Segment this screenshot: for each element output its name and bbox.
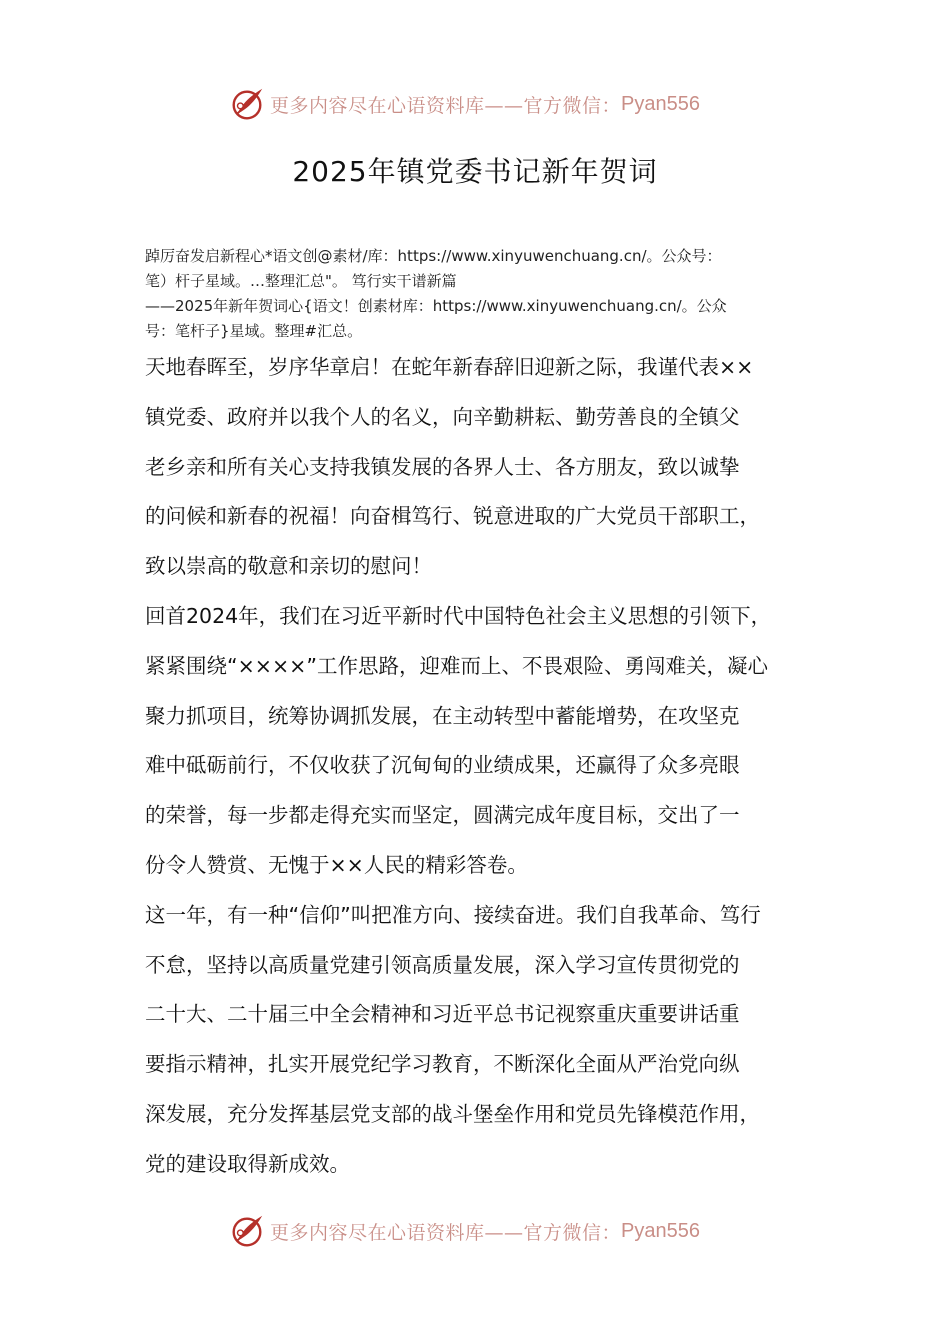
document-title: 2025年镇党委书记新年贺词 [292,155,658,188]
body-line: 紧紧围绕“××××”工作思路，迎难而上、不畏艰险、勇闯难关，凝心 [145,653,768,678]
body-line: 致以崇高的敬意和亲切的慰问！ [145,554,432,579]
body-line: 要指示精神，扎实开展党纪学习教育，不断深化全面从严治党向纵 [145,1052,740,1077]
body-line: 这一年，有一种“信仰”叫把准方向、接续奋进。我们自我革命、笃行 [145,902,761,927]
document-body [145,343,817,1190]
body-line: 镇党委、政府并以我个人的名义，向辛勤耕耘、勤劳善良的全镇父 [145,404,740,429]
body-line: 党的建设取得新成效。 [145,1151,350,1176]
body-line: 老乡亲和所有关心支持我镇发展的各界人士、各方朋友，致以诚挚 [145,454,740,479]
body-line: 聚力抓项目，统筹协调抓发展，在主动转型中蓄能增势，在攻坚克 [145,703,740,728]
meta-line: 踔厉奋发启新程心*语文创@素材/库：https://www.xinyuwenchuang.cn/。公众号： [145,247,722,265]
header-banner [228,84,700,124]
quill-logo-icon [228,85,266,123]
body-line: 份令人赞赏、无愧于××人民的精彩答卷。 [145,852,528,877]
paragraph-party-building [145,891,817,1190]
meta-line: ——2025年新年贺词心{语文！创素材库：https://www.xinyuwenchuang.cn/。公众 [145,297,727,315]
paragraph-review [145,592,817,891]
footer-banner [228,1211,700,1251]
meta-line: 笔）杆子星域。…整理汇总"。 笃行实干谱新篇 [145,272,457,290]
body-line: 的荣誉，每一步都走得充实而坚定，圆满完成年度目标，交出了一 [145,803,740,828]
body-line: 天地春晖至，岁序华章启！在蛇年新春辞旧迎新之际，我谨代表×× [145,355,754,379]
body-line: 深发展，充分发挥基层党支部的战斗堡垒作用和党员先锋模范作用， [145,1101,760,1126]
body-line: 难中砥砺前行，不仅收获了沉甸甸的业绩成果，还赢得了众多亮眼 [145,753,740,778]
banner-text: 更多内容尽在心语资料库——官方微信： [270,94,622,117]
meta-block [145,244,815,344]
body-line: 的问候和新春的祝福！向奋楫笃行、锐意进取的广大党员干部职工， [145,504,760,529]
body-line: 不怠，坚持以高质量党建引领高质量发展，深入学习宣传贯彻党的 [145,952,740,977]
banner-wechat-id: Pyan556 [621,92,700,115]
body-line: 二十大、二十届三中全会精神和习近平总书记视察重庆重要讲话重 [145,1002,740,1027]
quill-logo-icon [228,1212,266,1250]
banner-wechat-id: Pyan556 [621,1219,700,1242]
paragraph-greeting [145,343,817,592]
meta-line: 号：笔杆子}星域。整理#汇总。 [145,322,363,340]
banner-text: 更多内容尽在心语资料库——官方微信： [270,1221,622,1244]
body-line: 回首2024年，我们在习近平新时代中国特色社会主义思想的引领下， [145,603,772,628]
